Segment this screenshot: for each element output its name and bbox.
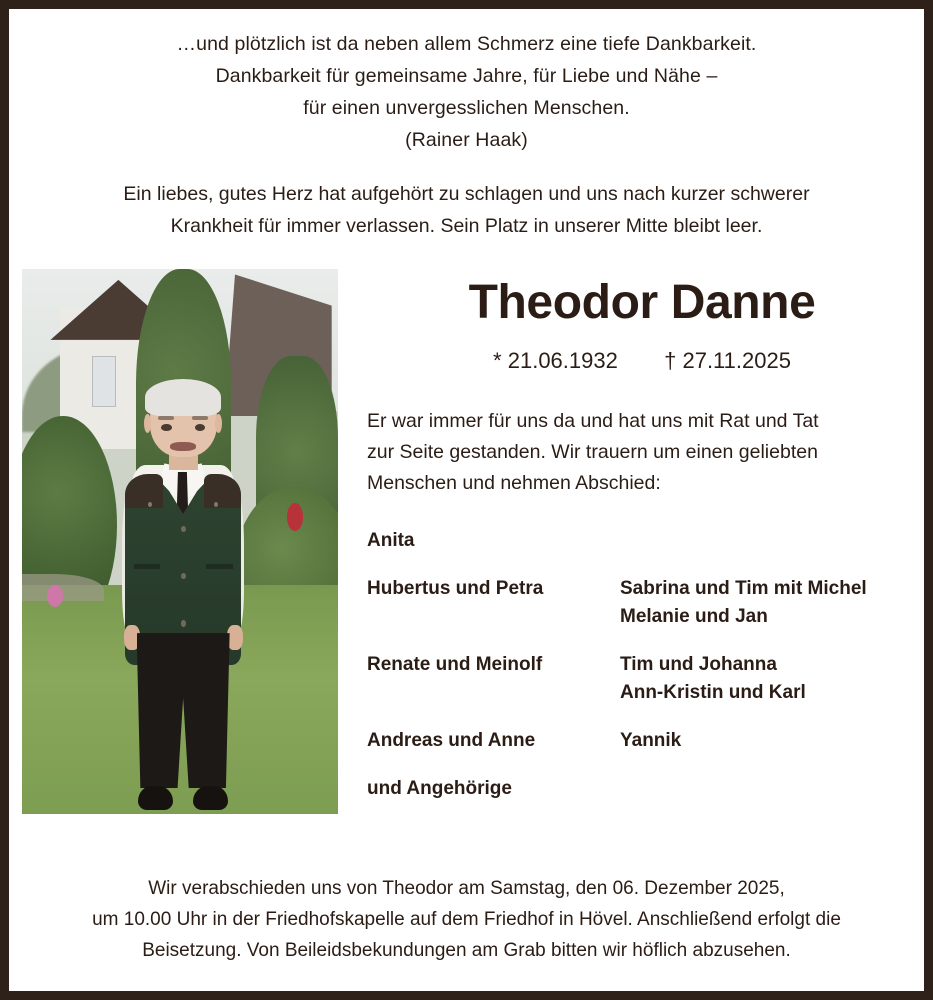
mourner-name: Tim und Johanna xyxy=(620,654,777,675)
intro-paragraph xyxy=(10,156,923,242)
funeral-line: Wir verabschieden uns von Theodor am Samstag, den 06. Dezember 2025, xyxy=(148,878,785,899)
poem-line: für einen unvergesslichen Menschen. xyxy=(303,97,630,119)
death-symbol: † xyxy=(664,348,677,373)
mourner-secondary xyxy=(611,575,867,631)
mourner-row xyxy=(367,727,922,755)
intro-line: Ein liebes, gutes Herz hat aufgehört zu schlagen und uns nach kurzer schwerer xyxy=(123,183,810,205)
mourner-primary: Anita xyxy=(367,530,415,551)
tribute-line: Menschen und nehmen Abschied: xyxy=(367,472,661,494)
poem-line: …und plötzlich ist da neben allem Schmerz eine tiefe Dankbarkeit. xyxy=(176,33,757,55)
eyebrow-left xyxy=(158,416,174,421)
mourner-secondary xyxy=(611,651,806,707)
eyebrow-right xyxy=(192,416,208,421)
birth-date: 21.06.1932 xyxy=(507,348,618,373)
eye-right xyxy=(195,424,205,431)
funeral-line: Beisetzung. Von Beileidsbekundungen am Grab bitten wir höflich abzusehen. xyxy=(142,940,791,961)
vest-shoulder-left xyxy=(125,474,163,508)
vest-button xyxy=(181,573,186,579)
mourner-primary: Andreas und Anne xyxy=(367,730,536,751)
hair xyxy=(145,379,221,416)
life-dates xyxy=(362,332,922,378)
tribute-paragraph xyxy=(362,378,922,499)
poem-line: Dankbarkeit für gemeinsame Jahre, für Liebe und Nähe – xyxy=(215,65,718,87)
vest-pocket-right xyxy=(206,564,232,568)
portrait-photo xyxy=(22,269,338,814)
poem-attribution: (Rainer Haak) xyxy=(405,129,528,151)
ear-right xyxy=(215,414,222,433)
person-figure xyxy=(110,383,255,814)
tribute-line: zur Seite gestanden. Wir trauern um einen geliebten xyxy=(367,441,818,463)
right-column xyxy=(362,266,922,803)
vest-stud-left xyxy=(148,502,152,507)
mourner-primary: Hubertus und Petra xyxy=(367,578,544,599)
mourner-name: Yannik xyxy=(620,730,682,751)
shoe-right xyxy=(193,786,228,810)
flower-red xyxy=(287,503,303,530)
mourner-row xyxy=(367,527,922,555)
notice-inner xyxy=(9,9,924,991)
poem-block xyxy=(10,10,923,156)
mourner-name: Melanie und Jan xyxy=(620,606,768,627)
eye-left xyxy=(161,424,171,431)
mourners-closing: und Angehörige xyxy=(367,778,512,799)
birth-symbol: * xyxy=(493,348,502,373)
intro-line: Krankheit für immer verlassen. Sein Platz in unserer Mitte bleibt leer. xyxy=(170,215,763,237)
deceased-name: Theodor Danne xyxy=(468,276,816,329)
vest-stud-right xyxy=(214,502,218,507)
mourner-secondary xyxy=(611,727,681,755)
mouth xyxy=(170,442,196,451)
ear-left xyxy=(144,414,151,433)
vest-pocket-left xyxy=(134,564,160,568)
tribute-line: Er war immer für uns da und hat uns mit Rat und Tat xyxy=(367,410,819,432)
vest-button xyxy=(181,620,186,626)
death-date: 27.11.2025 xyxy=(682,348,791,373)
mourner-row xyxy=(367,575,922,631)
mourner-name: Sabrina und Tim mit Michel xyxy=(620,578,867,599)
funeral-line: um 10.00 Uhr in der Friedhofskapelle auf dem Friedhof in Hövel. Anschließend erfolgt die xyxy=(92,909,841,930)
vest-button xyxy=(181,526,186,532)
mourner-row xyxy=(367,651,922,707)
body-area xyxy=(10,266,923,846)
photo-scene xyxy=(22,269,338,814)
funeral-details xyxy=(10,873,923,966)
flower-pink xyxy=(47,585,63,607)
trousers xyxy=(137,633,230,788)
mourner-primary: Renate und Meinolf xyxy=(367,654,543,675)
shoe-left xyxy=(138,786,173,810)
mourner-name: Ann-Kristin und Karl xyxy=(620,682,806,703)
vest-shoulder-right xyxy=(204,474,242,508)
mourners-list xyxy=(362,499,922,803)
